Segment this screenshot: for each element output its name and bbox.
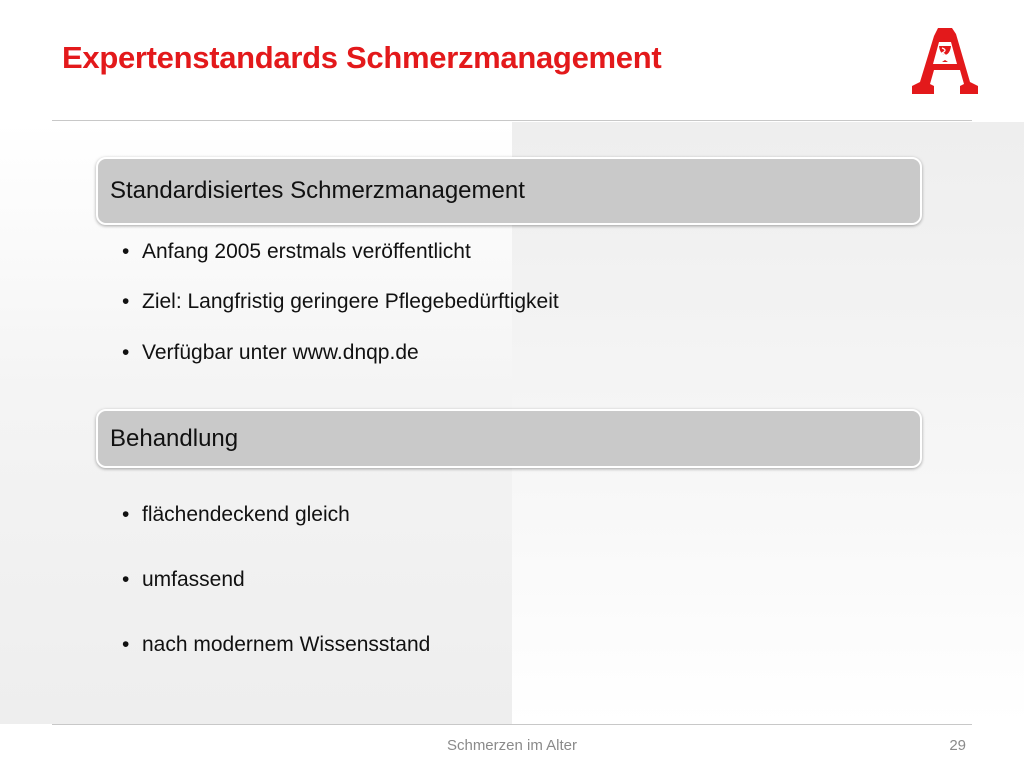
list-item: • umfassend	[122, 568, 245, 591]
top-divider	[52, 120, 972, 121]
apotheke-a-logo-icon	[908, 24, 980, 98]
section-heading-text: Behandlung	[110, 424, 239, 452]
list-item: • Anfang 2005 erstmals veröffentlicht	[122, 240, 471, 263]
list-item: • Ziel: Langfristig geringere Pflegebedürftigkeit	[122, 290, 559, 313]
section-heading-behandlung	[96, 409, 922, 468]
page-number: 29	[949, 737, 966, 754]
section-heading-standardisiertes-schmerzmanagement	[96, 157, 922, 225]
list-item: • Verfügbar unter www.dnqp.de	[122, 341, 419, 364]
list-item: • nach modernem Wissensstand	[122, 633, 431, 656]
slide-title: Expertenstandards Schmerzmanagement	[62, 40, 662, 75]
list-item: • flächendeckend gleich	[122, 503, 350, 526]
section-heading-text: Standardisiertes Schmerzmanagement	[110, 177, 525, 204]
bottom-divider	[52, 724, 972, 725]
footer-text: Schmerzen im Alter	[446, 737, 578, 754]
